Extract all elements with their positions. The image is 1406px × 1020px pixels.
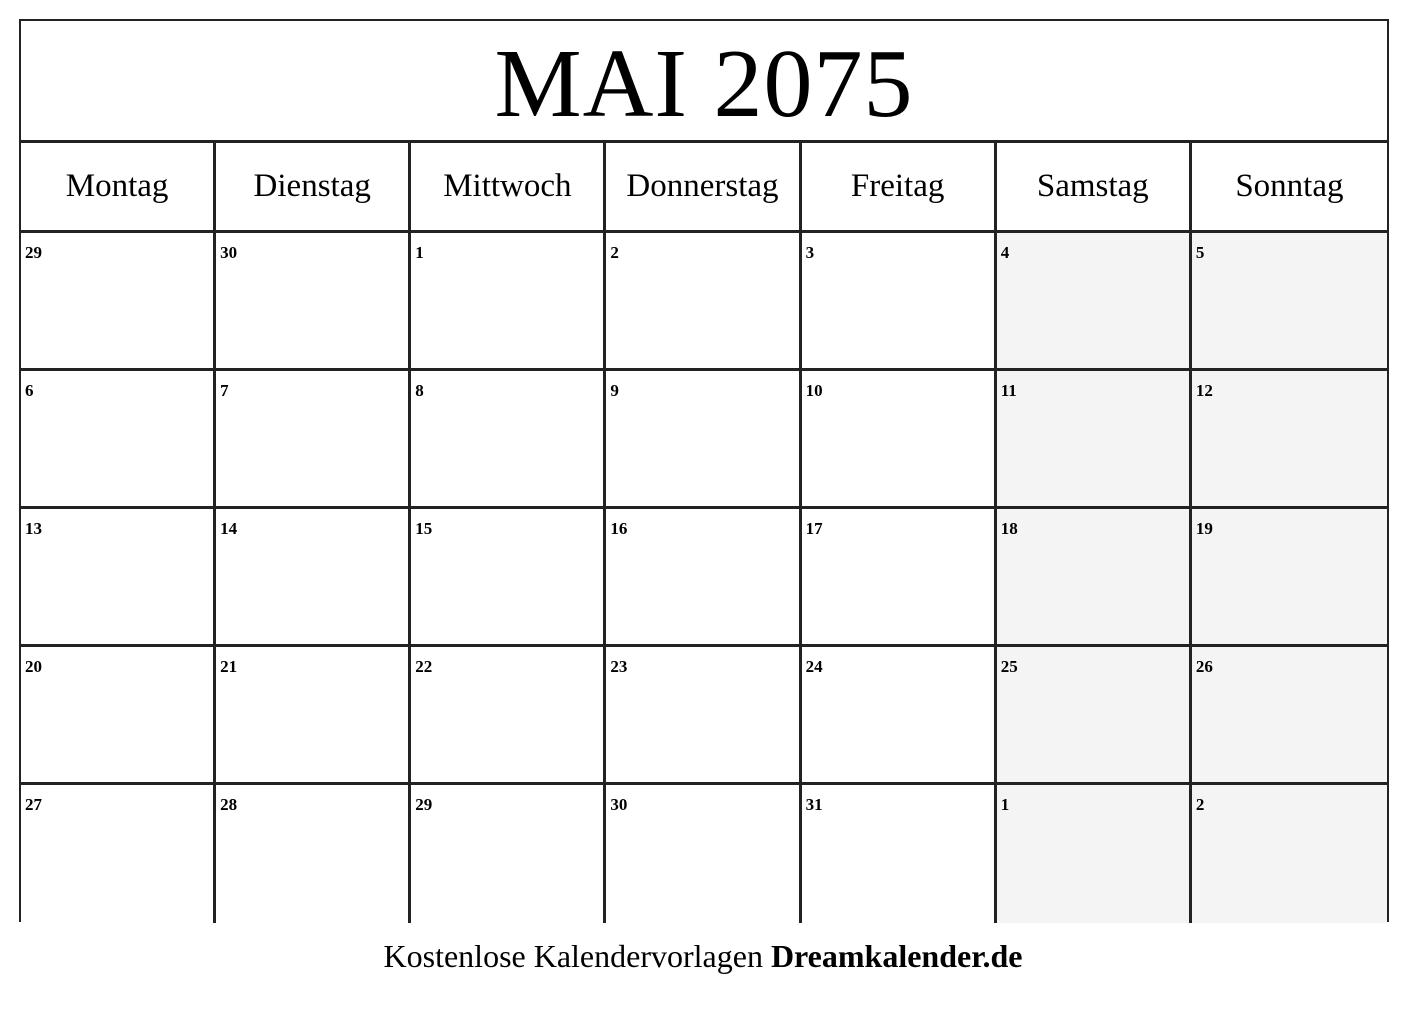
calendar-title: MAI 2075: [494, 29, 914, 138]
day-number: 29: [25, 243, 42, 262]
day-cell: [21, 371, 216, 509]
day-cell: [21, 509, 216, 647]
day-number: 1: [1000, 795, 1010, 814]
day-number: 30: [220, 243, 238, 262]
day-cell: [802, 647, 997, 785]
day-cell: [21, 647, 216, 785]
footer-brand: Dreamkalender.de: [770, 938, 1023, 974]
day-cell: [606, 371, 801, 509]
day-number: 8: [415, 381, 424, 400]
day-number: 26: [1195, 657, 1213, 676]
day-cell: [216, 509, 411, 647]
day-number: 23: [610, 657, 628, 676]
day-cell: [216, 233, 411, 371]
day-number: 25: [1000, 657, 1018, 676]
day-cell: [997, 647, 1192, 785]
weekday-header-freitag: Freitag: [802, 143, 997, 233]
day-number: 6: [25, 381, 34, 400]
title-bar: [21, 21, 1387, 143]
day-cell: [411, 647, 606, 785]
day-number: 24: [805, 657, 823, 676]
day-cell: [411, 371, 606, 509]
day-cell: [411, 233, 606, 371]
day-number: 9: [610, 381, 619, 400]
day-cell: [1192, 509, 1387, 647]
day-cell: [997, 233, 1192, 371]
day-number: 31: [805, 795, 823, 814]
day-cell: [216, 785, 411, 923]
day-number: 2: [610, 243, 619, 262]
day-number: 30: [610, 795, 628, 814]
day-number: 22: [415, 657, 433, 676]
day-number: 2: [1195, 795, 1205, 814]
day-cell: [1192, 371, 1387, 509]
weekday-header-dienstag: Dienstag: [216, 143, 411, 233]
day-number: 12: [1195, 381, 1213, 400]
day-cell: [997, 785, 1192, 923]
day-number: 18: [1000, 519, 1018, 538]
day-cell: [411, 509, 606, 647]
weekday-header-mittwoch: Mittwoch: [411, 143, 606, 233]
day-number: 4: [1000, 243, 1010, 262]
day-number: 3: [805, 243, 815, 262]
footer: [0, 938, 1406, 975]
day-cell: [997, 509, 1192, 647]
day-cell: [1192, 233, 1387, 371]
day-cell: [802, 785, 997, 923]
day-cell: [411, 785, 606, 923]
weekday-header-samstag: Samstag: [997, 143, 1192, 233]
footer-text: Kostenlose Kalendervorlagen: [383, 938, 763, 974]
day-number: 14: [220, 519, 238, 538]
weekday-header-montag: Montag: [21, 143, 216, 233]
day-number: 15: [415, 519, 433, 538]
day-cell: [802, 509, 997, 647]
day-cell: [606, 647, 801, 785]
day-number: 16: [610, 519, 628, 538]
day-cell: [606, 785, 801, 923]
calendar: [19, 19, 1389, 922]
day-cell: [997, 371, 1192, 509]
day-number: 27: [25, 795, 42, 814]
day-number: 7: [220, 381, 229, 400]
day-number: 10: [805, 381, 823, 400]
day-number: 5: [1195, 243, 1205, 262]
calendar-grid: [21, 143, 1387, 923]
day-cell: [21, 785, 216, 923]
day-number: 20: [25, 657, 42, 676]
day-number: 28: [220, 795, 238, 814]
day-cell: [216, 371, 411, 509]
day-number: 19: [1195, 519, 1213, 538]
day-cell: [802, 233, 997, 371]
day-number: 13: [25, 519, 42, 538]
day-cell: [802, 371, 997, 509]
day-cell: [1192, 647, 1387, 785]
day-number: 11: [1000, 381, 1017, 400]
day-cell: [21, 233, 216, 371]
weekday-header-sonntag: Sonntag: [1192, 143, 1387, 233]
day-number: 1: [415, 243, 424, 262]
day-number: 17: [805, 519, 823, 538]
day-cell: [1192, 785, 1387, 923]
day-number: 29: [415, 795, 433, 814]
day-cell: [606, 233, 801, 371]
day-number: 21: [220, 657, 238, 676]
day-cell: [216, 647, 411, 785]
day-cell: [606, 509, 801, 647]
weekday-header-donnerstag: Donnerstag: [606, 143, 801, 233]
